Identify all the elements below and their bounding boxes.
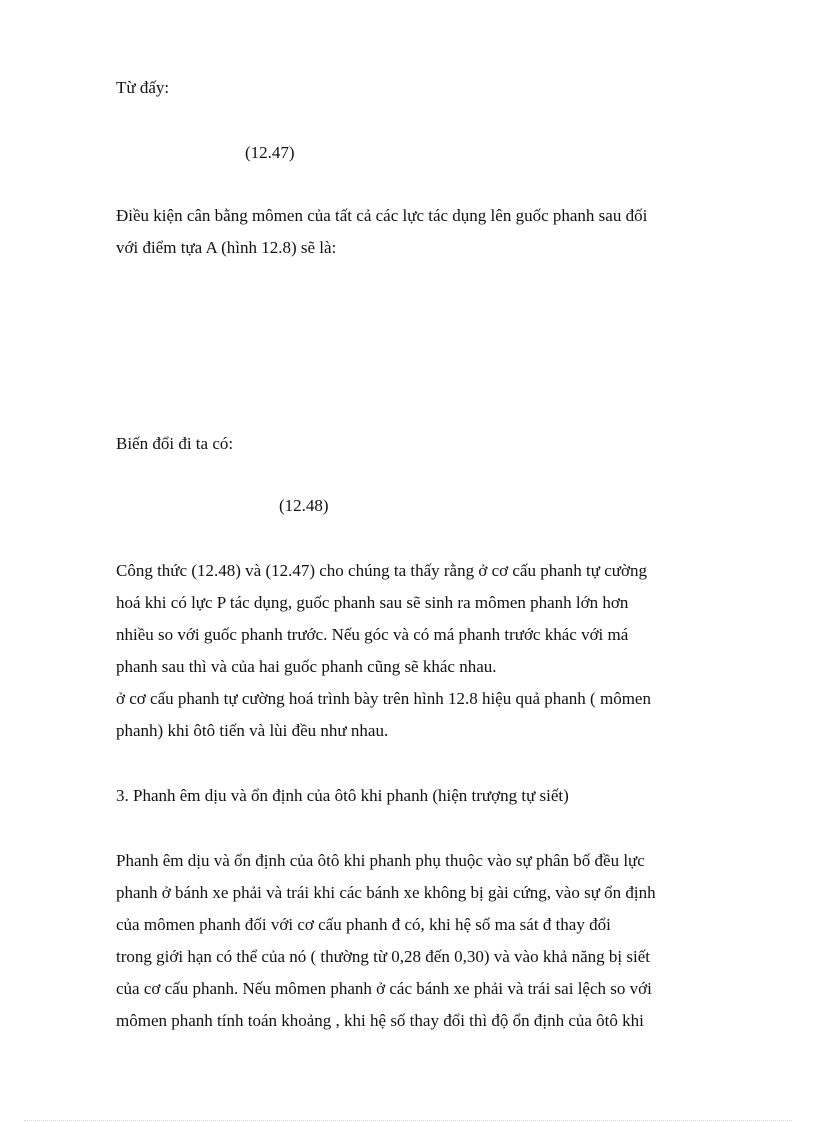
text-bien-doi: Biến đổi đi ta có: bbox=[116, 434, 234, 453]
paragraph-phanh-em-line-6: mômen phanh tính toán khoảng , khi hệ số thay đổi thì độ ổn định của ôtô khi bbox=[116, 1011, 644, 1030]
paragraph-phanh-em-line-1: Phanh êm dịu và ổn định của ôtô khi phanh phụ thuộc vào sự phân bố đều lực bbox=[116, 851, 645, 870]
paragraph-cong-thuc-line-1: Công thức (12.48) và (12.47) cho chúng ta thấy rằng ở cơ cấu phanh tự cường bbox=[116, 561, 647, 580]
paragraph-phanh-em-line-5: của cơ cấu phanh. Nếu mômen phanh ở các bánh xe phải và trái sai lệch so với bbox=[116, 979, 652, 998]
equation-number-12-47: (12.47) bbox=[245, 143, 295, 162]
paragraph-dieu-kien-line-1: Điều kiện cân bằng mômen của tất cả các lực tác dụng lên guốc phanh sau đối bbox=[116, 206, 648, 225]
paragraph-cong-thuc-line-2: hoá khi có lực P tác dụng, guốc phanh sau sẽ sinh ra mômen phanh lớn hơn bbox=[116, 593, 629, 612]
paragraph-dieu-kien-line-2: với điểm tựa A (hình 12.8) sẽ là: bbox=[116, 238, 337, 257]
paragraph-cong-thuc-line-4: phanh sau thì và của hai guốc phanh cũng sẽ khác nhau. bbox=[116, 657, 497, 676]
page-footer-divider bbox=[24, 1120, 792, 1121]
paragraph-phanh-em-line-4: trong giới hạn có thể của nó ( thường từ 0,28 đến 0,30) và vào khả năng bị siết bbox=[116, 947, 651, 966]
paragraph-cong-thuc-line-6: phanh) khi ôtô tiến và lùi đều như nhau. bbox=[116, 721, 389, 740]
paragraph-cong-thuc-line-3: nhiều so với guốc phanh trước. Nếu góc và có má phanh trước khác với má bbox=[116, 625, 629, 644]
equation-number-12-48: (12.48) bbox=[279, 496, 329, 515]
paragraph-cong-thuc-line-5: ở cơ cấu phanh tự cường hoá trình bày trên hình 12.8 hiệu quả phanh ( mômen bbox=[116, 689, 651, 708]
text-tu-day: Từ đấy: bbox=[116, 78, 170, 97]
paragraph-phanh-em-line-3: của mômen phanh đối với cơ cấu phanh đ có, khi hệ số ma sát đ thay đổi bbox=[116, 915, 611, 934]
section-heading-3: 3. Phanh êm dịu và ổn định của ôtô khi phanh (hiện trượng tự siết) bbox=[116, 786, 569, 805]
paragraph-phanh-em-line-2: phanh ở bánh xe phải và trái khi các bánh xe không bị gài cứng, vào sự ổn định bbox=[116, 883, 656, 902]
